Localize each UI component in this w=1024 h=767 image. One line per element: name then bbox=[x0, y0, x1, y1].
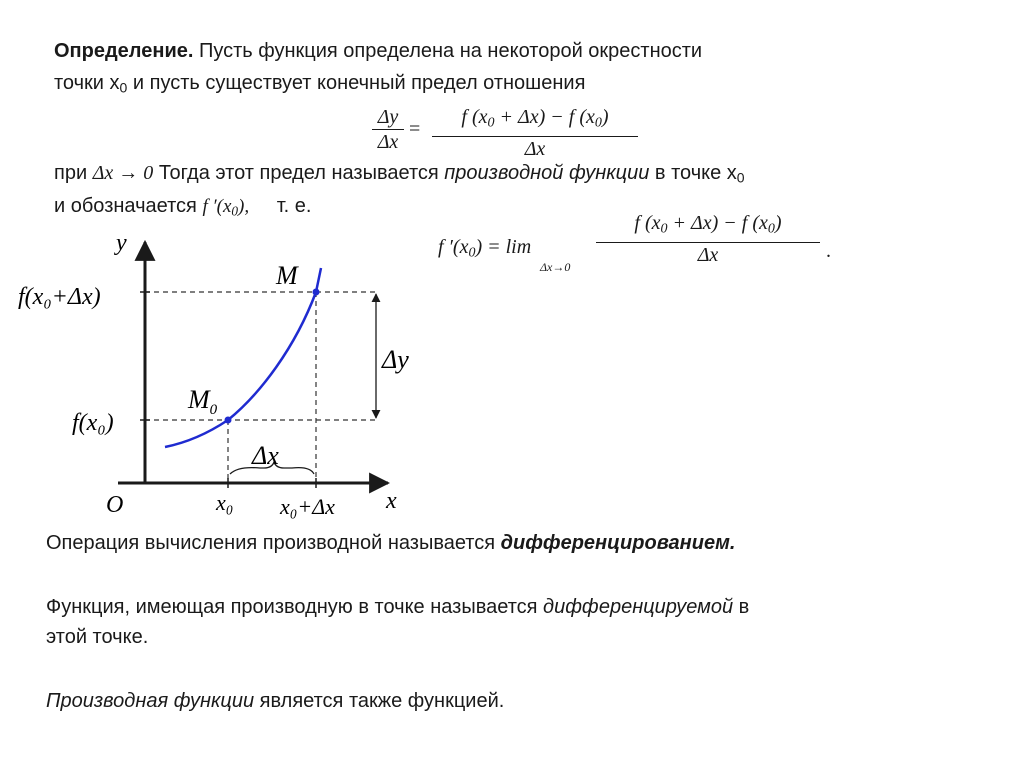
definition-text-2a: точки x bbox=[54, 72, 120, 94]
derivative-graph bbox=[10, 228, 440, 528]
limit-subscript: Δx→0 bbox=[540, 260, 571, 274]
fprime-notation: f $'(x_0)$, bbox=[202, 196, 250, 219]
definition-label: Определение. bbox=[54, 40, 194, 62]
definition-text-1: Пусть функция определена на некоторой окрестности bbox=[193, 40, 703, 62]
origin-label: O bbox=[106, 492, 124, 518]
delta-ratio-fraction bbox=[372, 106, 404, 153]
difference-numerator: f $(x_0 + \Delta x) - f$ $(x_0)$ bbox=[461, 106, 609, 131]
derivative-denominator: Δx bbox=[697, 243, 719, 266]
y-axis-label: y bbox=[116, 230, 127, 256]
paragraph-derivative-function: Производная функции является также функцией. bbox=[46, 690, 505, 712]
formula2-dot: . bbox=[826, 240, 831, 262]
delta-y: Δy bbox=[377, 106, 399, 128]
definition-line-4 bbox=[54, 193, 311, 224]
paragraph-differentiable-1: Функция, имеющая производную в точке называется дифференцируемой в bbox=[46, 596, 750, 618]
x-axis-label: x bbox=[386, 488, 397, 514]
definition-line-1 bbox=[54, 38, 702, 64]
difference-denominator: Δx bbox=[524, 137, 546, 160]
definition-text-2b: и пусть существует конечный предел отношения bbox=[127, 72, 586, 94]
m0-label: $M_0$ bbox=[188, 385, 218, 418]
denoted-text: и обозначается bbox=[54, 195, 197, 217]
m-label: M bbox=[276, 261, 298, 290]
derivative-numerator: f $(x_0 + \Delta x) - f$ $(x_0)$ bbox=[634, 212, 782, 237]
definition-line-3: при Δx → 0 Тогда этот предел называется производной функции в точке $x_0$ bbox=[54, 162, 745, 186]
delta-x: Δx bbox=[377, 131, 399, 153]
at-point-text: в точке x bbox=[649, 162, 737, 184]
definition-text-3: Тогда этот предел называется bbox=[153, 162, 445, 184]
point-m bbox=[313, 289, 320, 296]
definition-line-2 bbox=[54, 70, 585, 101]
pri-word: при bbox=[54, 162, 88, 184]
x0-subscript: 0 bbox=[119, 79, 128, 96]
derivative-lhs: f $'(x_0) = \lim$ bbox=[438, 236, 532, 261]
differentiation-term: дифференцированием. bbox=[500, 532, 736, 554]
derivative-function-term: Производная функции bbox=[46, 690, 255, 712]
difference-quotient-fraction bbox=[432, 106, 638, 160]
point-m0 bbox=[225, 417, 232, 424]
derivative-limit-fraction bbox=[596, 212, 820, 266]
delta-y-label: Δy bbox=[382, 345, 409, 374]
derivative-term: производной функции bbox=[444, 162, 650, 184]
f-x0-label: f(x₀) bbox=[72, 410, 114, 436]
paragraph-differentiable-2: этой точке. bbox=[46, 626, 149, 648]
formula1-equals: = bbox=[409, 118, 421, 140]
x0-label: x₀ bbox=[216, 490, 234, 515]
differentiable-term: дифференцируемой bbox=[543, 596, 734, 618]
dx-to-zero: Δx → 0 bbox=[92, 162, 154, 184]
x0-dx-label: x₀+Δx bbox=[280, 494, 335, 519]
paragraph-differentiation: Операция вычисления производной называется дифференцированием. bbox=[46, 532, 736, 554]
f-x0-dx-label: f(x₀+Δx) bbox=[18, 284, 101, 310]
function-curve bbox=[165, 268, 321, 447]
te-text: т. е. bbox=[276, 195, 312, 217]
delta-x-label: Δx bbox=[252, 441, 279, 470]
